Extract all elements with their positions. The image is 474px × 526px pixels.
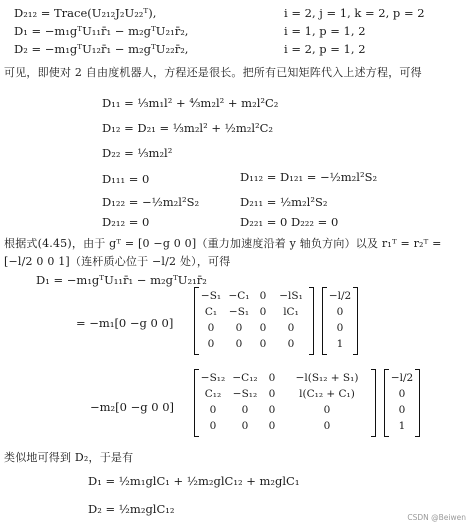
matrix-cell: 0 [259,322,267,334]
matrix-cell: 0 [287,322,295,334]
matrix-cell: −S₁₂ [232,388,258,400]
matrix-cell: −C₁ [228,290,250,302]
vector-cell: 0 [336,306,344,318]
matrix-u11 [194,287,314,355]
matrix-cell: 0 [259,306,267,318]
eq-d1-expanded: D₁ = −m₁gᵀU₁₁r̄₁ − m₂gᵀU₂₁r̄₂ [36,273,207,287]
vector-cell: 0 [336,322,344,334]
matrix-cell: 0 [209,404,217,416]
vector-cell: 1 [398,420,406,432]
matrix-cell: −C₁₂ [232,372,258,384]
eq-d1-general: D₁ = −m₁gᵀU₁₁r̄₁ − m₂gᵀU₂₁r̄₂, [14,24,189,38]
eq-d2-indices: i = 2, p = 1, 2 [284,42,366,56]
matrix-cell: 0 [268,420,276,432]
eq-d1-indices: i = 1, p = 1, 2 [284,24,366,38]
matrix-cell: 0 [259,290,267,302]
matrix-cell: −lS₁ [279,290,303,302]
eq-d122: D₁₂₂ = −½m₂l²S₂ [102,195,200,209]
eq-term-m1: = −m₁[0 −g 0 0] [76,316,174,330]
matrix-cell: 0 [207,322,215,334]
matrix-cell: 0 [323,420,331,432]
matrix-cell: −S₁ [228,306,250,318]
matrix-cell: −S₁ [200,290,222,302]
eq-d212-zero: D₂₁₂ = 0 [102,215,150,229]
matrix-u21 [194,369,376,437]
matrix-cell: C₁ [204,306,218,318]
eq-d22: D₂₂ = ⅓m₂l² [102,146,173,160]
matrix-cell: C₁₂ [204,388,222,400]
paragraph-substitute: 可见，即使对 2 自由度机器人，方程还是很长。把所有已知矩阵代入上述方程，可得 [4,66,422,79]
matrix-cell: l(C₁₂ + C₁) [299,388,355,400]
eq-d2-general: D₂ = −m₁gᵀU₁₂r̄₁ − m₂gᵀU₂₂r̄₂, [14,42,189,56]
vector-r2 [384,369,420,437]
eq-d211: D₂₁₁ = ½m₂l²S₂ [240,195,328,209]
vector-cell: −l/2 [328,290,352,302]
matrix-cell: 0 [241,404,249,416]
paragraph-gravity-1: 根据式(4.45)，由于 gᵀ = [0 −g 0 0]（重力加速度沿着 y 轴负方向）以及 r₁ᵀ = r₂ᵀ = [4,237,442,250]
vector-cell: 0 [398,404,406,416]
matrix-cell: 0 [259,338,267,350]
watermark: CSDN @Beiwen [407,513,466,522]
matrix-cell: 0 [287,338,295,350]
matrix-cell: 0 [209,420,217,432]
matrix-cell: −S₁₂ [200,372,226,384]
matrix-cell: 0 [323,404,331,416]
eq-d212-trace: D₂₁₂ = Trace(U₂₁₂J₂U₂₂ᵀ), [14,6,157,20]
eq-d111: D₁₁₁ = 0 [102,172,150,186]
matrix-cell: 0 [207,338,215,350]
eq-d11: D₁₁ = ⅓m₁l² + ⁴⁄₃m₂l² + m₂l²C₂ [102,96,279,110]
eq-d1-result: D₁ = ½m₁glC₁ + ½m₂glC₁₂ + m₂glC₁ [88,474,300,488]
matrix-cell: 0 [268,372,276,384]
eq-d12-d21: D₁₂ = D₂₁ = ⅓m₂l² + ½m₂l²C₂ [102,121,274,135]
eq-d112-d121: D₁₁₂ = D₁₂₁ = −½m₂l²S₂ [240,170,378,184]
vector-cell: 0 [398,388,406,400]
matrix-cell: 0 [241,420,249,432]
paragraph-gravity-2: [−l/2 0 0 1]（连杆质心位于 −l/2 处），可得 [4,255,231,268]
matrix-cell: 0 [235,338,243,350]
eq-d2-result: D₂ = ½m₂glC₁₂ [88,502,175,516]
eq-term-m2: −m₂[0 −g 0 0] [90,400,175,414]
eq-d221-d222: D₂₂₁ = 0 D₂₂₂ = 0 [240,215,339,229]
vector-cell: −l/2 [390,372,414,384]
vector-r1 [322,287,358,355]
matrix-cell: 0 [268,404,276,416]
matrix-cell: −l(S₁₂ + S₁) [295,372,359,384]
vector-cell: 1 [336,338,344,350]
matrix-cell: 0 [235,322,243,334]
paragraph-similarly: 类似地可得到 D₂，于是有 [4,451,134,464]
eq-d212-indices: i = 2, j = 1, k = 2, p = 2 [284,6,425,20]
matrix-cell: 0 [268,388,276,400]
matrix-cell: lC₁ [283,306,299,318]
